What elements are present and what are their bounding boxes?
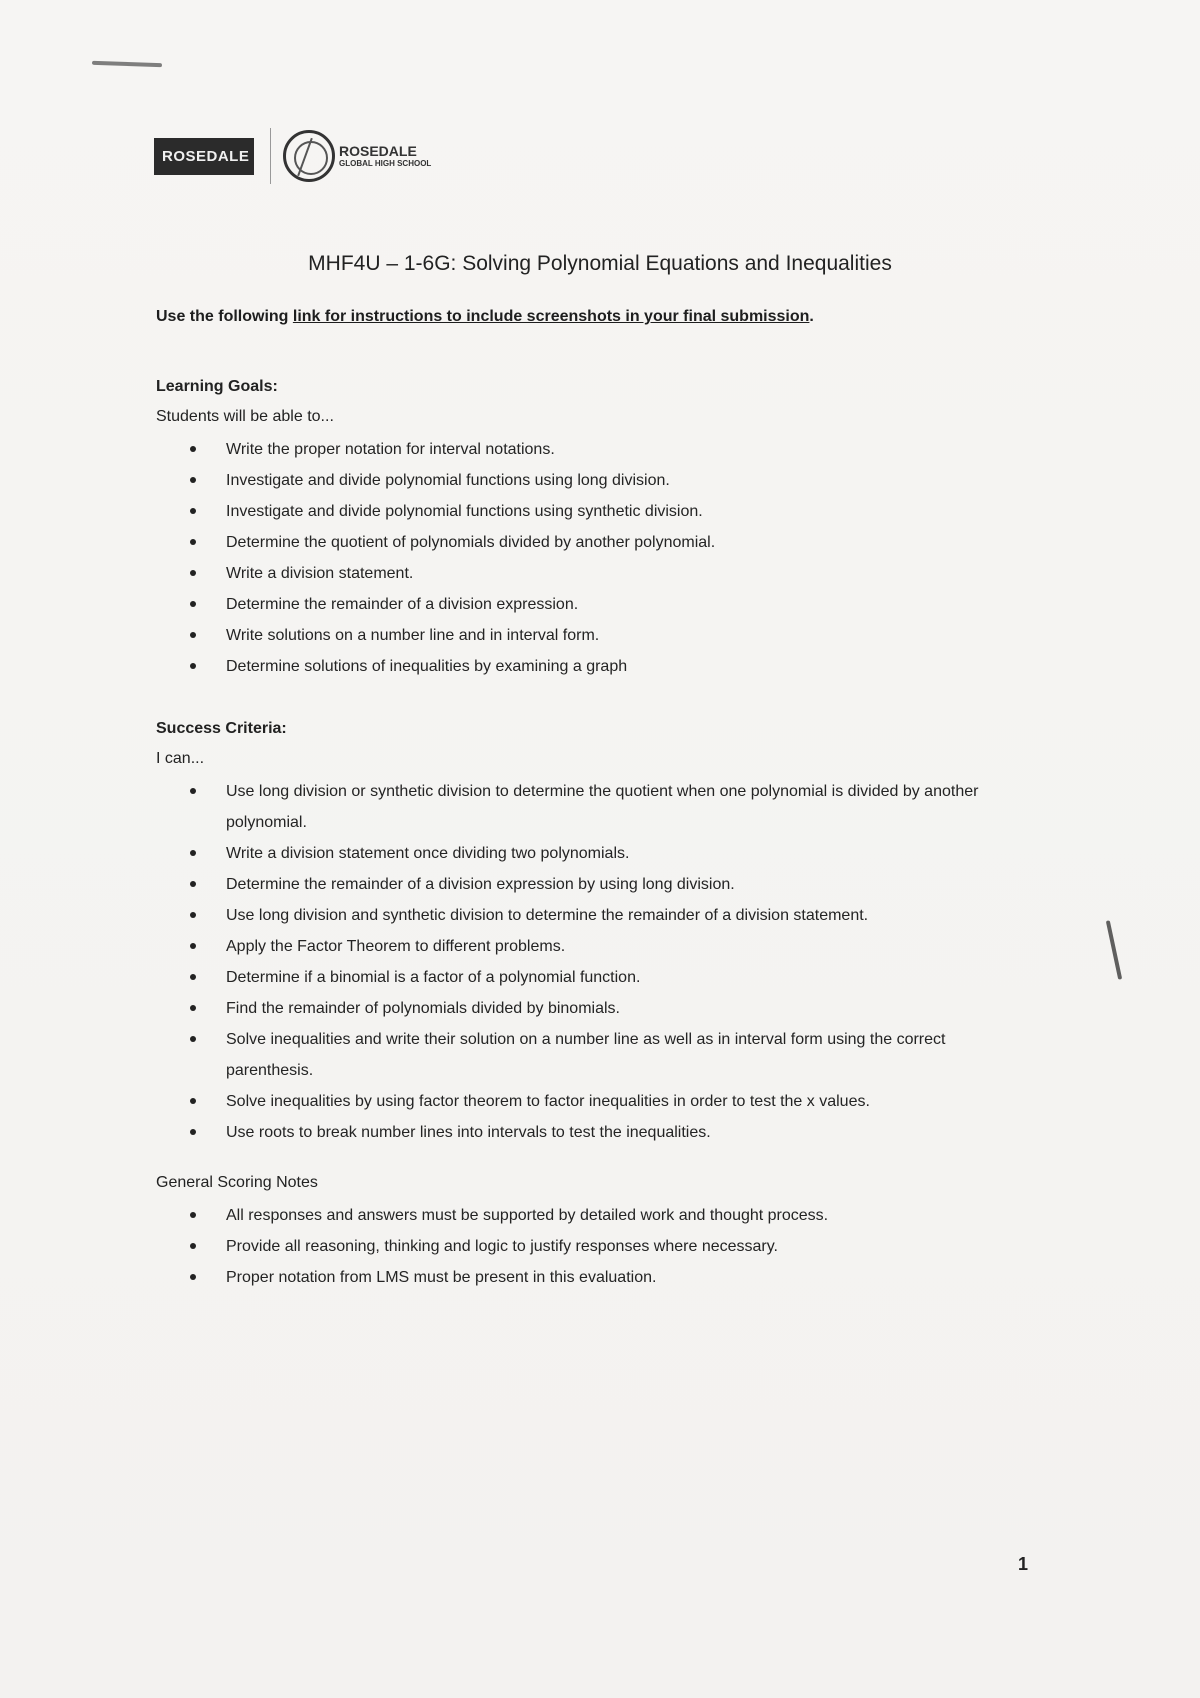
pen-mark	[92, 61, 162, 67]
bullet-icon	[190, 1005, 196, 1011]
rosedale-logo: ROSEDALE	[154, 138, 254, 175]
list-item-text: Write the proper notation for interval notations.	[226, 441, 555, 458]
bullet-icon	[190, 943, 196, 949]
bullet-icon	[190, 850, 196, 856]
learning-goals-section	[156, 372, 1006, 682]
list-item	[156, 962, 1006, 993]
learning-goals-list	[156, 434, 1006, 682]
school-name	[339, 144, 431, 168]
bullet-icon	[190, 663, 196, 669]
bullet-icon	[190, 1243, 196, 1249]
bullet-icon	[190, 1212, 196, 1218]
list-item-text: Investigate and divide polynomial functions using long division.	[226, 472, 670, 489]
bullet-icon	[190, 446, 196, 452]
list-item	[156, 589, 1006, 620]
list-item-text: Proper notation from LMS must be present in this evaluation.	[226, 1269, 657, 1286]
list-item	[156, 434, 1006, 465]
bullet-icon	[190, 1274, 196, 1280]
school-name-main: ROSEDALE	[339, 143, 417, 159]
list-item-text: Determine the quotient of polynomials divided by another polynomial.	[226, 534, 716, 551]
list-item	[156, 558, 1006, 589]
list-item	[156, 651, 1006, 682]
bullet-icon	[190, 788, 196, 794]
list-item	[156, 838, 1006, 869]
learning-goals-intro: Students will be able to...	[156, 408, 334, 425]
list-item-text: Determine the remainder of a division expression.	[226, 596, 579, 613]
list-item	[156, 527, 1006, 558]
list-item-text: Use roots to break number lines into intervals to test the inequalities.	[226, 1124, 711, 1141]
bullet-icon	[190, 1036, 196, 1042]
list-item	[156, 993, 1006, 1024]
bullet-icon	[190, 881, 196, 887]
bullet-icon	[190, 539, 196, 545]
instructions-suffix: .	[809, 308, 814, 325]
list-item	[156, 1231, 1006, 1262]
logo-divider	[270, 128, 271, 184]
bullet-icon	[190, 632, 196, 638]
page-number: 1	[1018, 1554, 1029, 1574]
bullet-icon	[190, 1098, 196, 1104]
success-criteria-heading: Success Criteria:	[156, 720, 287, 737]
list-item-text: Determine the remainder of a division expression by using long division.	[226, 876, 735, 893]
list-item	[156, 1200, 1006, 1231]
list-item-text: Investigate and divide polynomial functions using synthetic division.	[226, 503, 703, 520]
list-item	[156, 620, 1006, 651]
list-item-text: Apply the Factor Theorem to different problems.	[226, 938, 566, 955]
list-item	[156, 900, 1006, 931]
list-item-text: Use long division and synthetic division to determine the remainder of a division statement.	[226, 907, 869, 924]
list-item	[156, 465, 1006, 496]
school-seal-icon	[283, 130, 335, 182]
list-item-text: Write a division statement once dividing two polynomials.	[226, 845, 630, 862]
list-item	[156, 776, 1006, 838]
list-item-text: Provide all reasoning, thinking and logic to justify responses where necessary.	[226, 1238, 778, 1255]
scoring-notes-section	[156, 1168, 1006, 1293]
list-item-text: Find the remainder of polynomials divided by binomials.	[226, 1000, 620, 1017]
list-item	[156, 1262, 1006, 1293]
bullet-icon	[190, 912, 196, 918]
bullet-icon	[190, 508, 196, 514]
school-header	[154, 128, 431, 184]
list-item-text: Determine if a binomial is a factor of a polynomial function.	[226, 969, 641, 986]
document-title: MHF4U – 1-6G: Solving Polynomial Equations and Inequalities	[308, 252, 892, 275]
list-item	[156, 869, 1006, 900]
list-item-text: Solve inequalities and write their solution on a number line as well as in interval form using the correct parenthesis.	[226, 1031, 946, 1079]
list-item	[156, 496, 1006, 527]
instructions-prefix: Use the following	[156, 308, 293, 325]
learning-goals-heading: Learning Goals:	[156, 378, 278, 395]
instructions-line	[156, 308, 814, 326]
list-item-text: Write solutions on a number line and in interval form.	[226, 627, 600, 644]
list-item-text: Write a division statement.	[226, 565, 414, 582]
list-item	[156, 931, 1006, 962]
school-name-sub: GLOBAL HIGH SCHOOL	[339, 159, 432, 168]
list-item-text: Use long division or synthetic division to determine the quotient when one polynomial is divided by another polynomial.	[226, 783, 979, 831]
scoring-notes-list	[156, 1200, 1006, 1293]
list-item-text: Determine solutions of inequalities by examining a graph	[226, 658, 628, 675]
bullet-icon	[190, 974, 196, 980]
scoring-notes-heading: General Scoring Notes	[156, 1174, 318, 1191]
bullet-icon	[190, 601, 196, 607]
list-item	[156, 1024, 1006, 1086]
list-item	[156, 1117, 1006, 1148]
instructions-link[interactable]: link for instructions to include screenshots in your final submission	[292, 308, 810, 325]
bullet-icon	[190, 477, 196, 483]
list-item-text: Solve inequalities by using factor theorem to factor inequalities in order to test the x values.	[226, 1093, 870, 1110]
success-criteria-list	[156, 776, 1006, 1148]
bullet-icon	[190, 1129, 196, 1135]
pen-mark	[1106, 920, 1122, 980]
list-item-text: All responses and answers must be supported by detailed work and thought process.	[226, 1207, 829, 1224]
success-criteria-intro: I can...	[156, 750, 205, 767]
list-item	[156, 1086, 1006, 1117]
success-criteria-section	[156, 714, 1006, 1148]
bullet-icon	[190, 570, 196, 576]
